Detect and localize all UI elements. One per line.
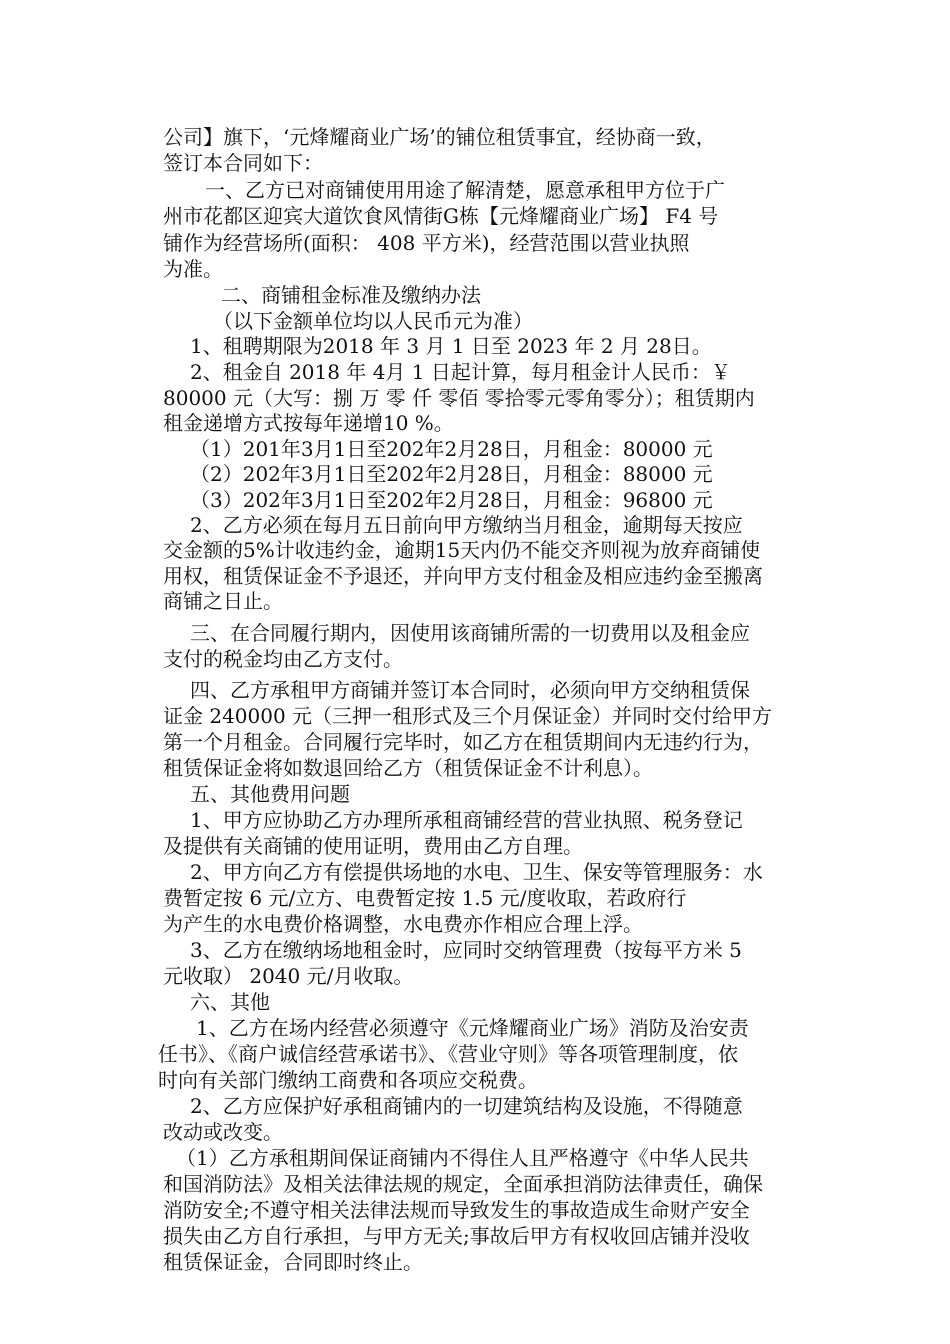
section-two-heading: 二、商铺租金标准及缴纳办法 [221,283,481,307]
management-fee: 3、乙方在缴纳场地租金时，应同时交纳管理费（按每平方米 5 [190,938,742,962]
utility-rates: 费暂定按 6 元/立方、电费暂定按 1.5 元/度收取，若政府行 [163,886,687,910]
text-line-21: 支付的税金均由乙方支付。 [163,647,403,671]
text-line-24: 第一个月租金。合同履行完毕时，如乙方在租赁期间内无违约行为， [163,730,763,754]
text-line-37: 时向有关部门缴纳工商费和各项应交税费。 [158,1068,538,1092]
rent-start: 2、租金自 2018 年 4月 1 日起计算，每月租金计人民币：￥ [190,360,731,384]
section-four: 四、乙方承租甲方商铺并签订本合同时，必须向甲方交纳租赁保 [190,678,750,702]
text-line-17: 交金额的5%计收违约金，逾期15天内仍不能交齐则视为放弃商铺使 [163,538,761,562]
lease-term: 1、租聘期限为2018 年 3 月 1 日至 2023 年 2 月 28日。 [190,334,712,358]
text-line-18: 用权，租赁保证金不予退还，并向甲方支付租金及相应违约金至搬离 [163,564,763,588]
text-line-16: 2、乙方必须在每月五日前向甲方缴纳当月租金，逾期每天按应 [190,513,743,537]
section-three: 三、在合同履行期内，因使用该商铺所需的一切费用以及租金应 [190,621,750,645]
text-line-36: 任书》、《商户诚信经营承诺书》、《营业守则》等各项管理制度，依 [158,1042,738,1066]
section-five-heading: 五、其他费用问题 [190,782,350,806]
text-line-40: （1）乙方承租期间保证商铺内不得住人且严格遵守《中华人民共 [176,1146,749,1170]
text-line-25: 租赁保证金将如数退回给乙方（租赁保证金不计利息）。 [163,756,653,780]
rent-amount: 80000 元（大写：捌 万 零 仟 零佰 零拾零元零角零分）；租赁期内 [163,386,755,410]
text-line-44: 租赁保证金，合同即时终止。 [163,1250,423,1274]
text-line-29: 2、甲方向乙方有偿提供场地的水电、卫生、保安等管理服务：水 [190,860,763,884]
text-line-5: 铺作为经营场所(面积： 408 平方米)，经营范围以营业执照 [163,231,690,255]
management-fee-amount: 元收取） 2040 元/月收取。 [163,964,414,988]
section-six-heading: 六、其他 [190,990,270,1014]
text-line-38: 2、乙方应保护好承租商铺内的一切建筑结构及设施，不得随意 [190,1094,743,1118]
text-line-4: 州市花都区迎宾大道饮食风情街G栋【元烽耀商业广场】 F4 号 [163,204,719,228]
rent-period-1: （1）201年3月1日至202年2月28日，月租金：80000 元 [190,437,713,461]
deposit-amount: 证金 240000 元（三押一租形式及三个月保证金）并同时交付给甲方 [163,704,773,728]
text-line-39: 改动或改变。 [163,1120,283,1144]
rent-period-2: （2）202年3月1日至202年2月28日，月租金：88000 元 [190,462,713,486]
text-line-27: 1、甲方应协助乙方办理所承租商铺经营的营业执照、税务登记 [190,808,743,832]
text-line-43: 损失由乙方自行承担，与甲方无关;事故后甲方有权收回店铺并没收 [163,1224,750,1248]
section-one-heading: 一、乙方已对商铺使用用途了解清楚，愿意承租甲方位于广 [205,178,725,202]
rent-period-3: （3）202年3月1日至202年2月28日，月租金：96800 元 [190,488,713,512]
text-line-1: 公司】旗下，‘元烽耀商业广场’的铺位租赁事宜，经协商一致， [163,125,716,149]
text-line-42: 消防安全;不遵守相关法律法规而导致发生的事故造成生命财产安全 [163,1198,750,1222]
text-line-31: 为产生的水电费价格调整，水电费亦作相应合理上浮。 [163,912,643,936]
text-line-35: 1、乙方在场内经营必须遵守《元烽耀商业广场》消防及治安责 [196,1016,749,1040]
text-line-28: 及提供有关商铺的使用证明，费用由乙方自理。 [163,834,583,858]
currency-note: （以下金额单位均以人民币元为准） [213,309,533,333]
rent-increase: 租金递增方式按每年递增10 %。 [163,411,454,435]
text-line-2: 签订本合同如下： [163,151,323,175]
text-line-6: 为准。 [163,257,223,281]
text-line-19: 商铺之日止。 [163,589,283,613]
text-line-41: 和国消防法》及相关法律法规的规定，全面承担消防法律责任，确保 [163,1172,763,1196]
